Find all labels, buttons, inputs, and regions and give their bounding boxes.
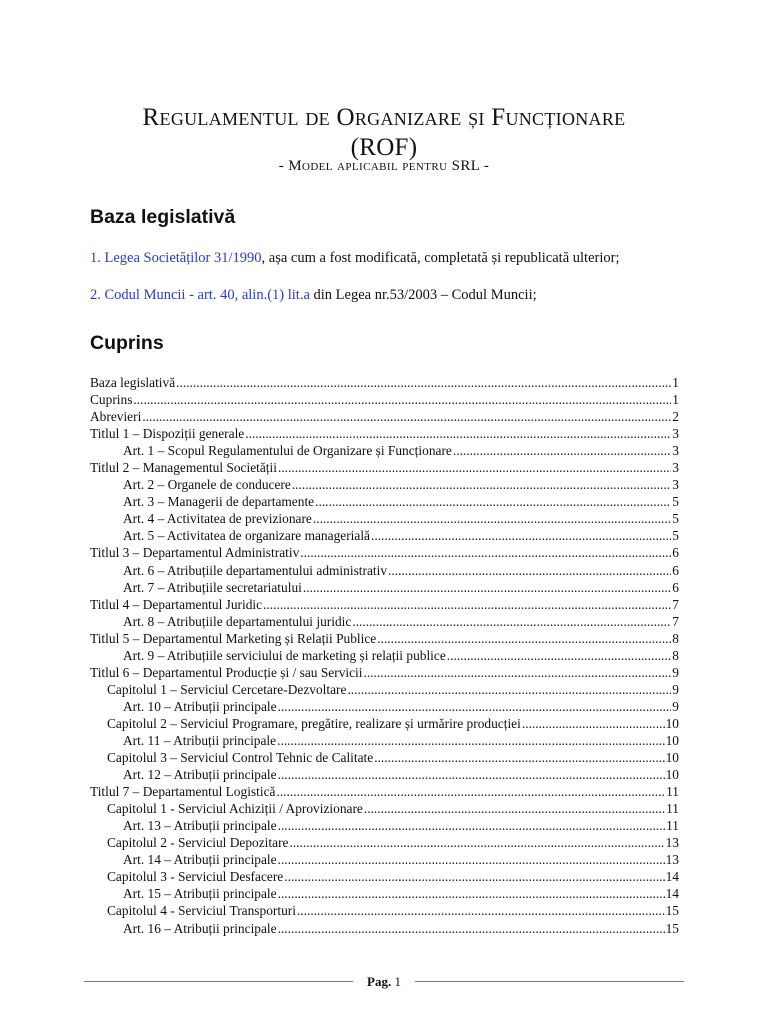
document-title (60, 103, 708, 163)
toc-leader-dots (388, 562, 671, 579)
toc-entry[interactable] (90, 800, 679, 817)
toc-entry[interactable] (90, 613, 679, 630)
legal-basis-item-1 (90, 250, 688, 267)
toc-entry[interactable] (90, 391, 679, 408)
toc-entry-label: Titlul 4 – Departamentul Juridic (90, 596, 263, 612)
toc-leader-dots (176, 374, 671, 391)
toc-leader-dots (522, 715, 665, 732)
toc-entry-label: Art. 12 – Atribuții principale (123, 767, 277, 783)
toc-entry-page: 7 (672, 613, 679, 629)
toc-leader-dots (278, 766, 665, 783)
document-subtitle: - Model aplicabil pentru SRL - (278, 158, 490, 174)
toc-entry[interactable] (90, 834, 679, 851)
toc-entry[interactable] (90, 817, 679, 834)
toc-leader-dots (374, 749, 664, 766)
toc-entry-page: 15 (665, 903, 679, 919)
toc-entry[interactable] (90, 476, 679, 493)
toc-leader-dots (292, 476, 671, 493)
toc-entry-label: Capitolul 3 - Serviciul Desfacere (107, 869, 284, 885)
toc-leader-dots (278, 459, 671, 476)
toc-entry[interactable] (90, 596, 679, 613)
toc-entry-label: Art. 9 – Atribuțiile serviciului de marketing și relații publice (123, 647, 446, 663)
toc-entry-label: Art. 13 – Atribuții principale (123, 818, 277, 834)
toc-entry[interactable] (90, 579, 679, 596)
toc-entry-label: Titlul 7 – Departamentul Logistică (90, 784, 276, 800)
toc-entry-page: 6 (672, 579, 679, 595)
toc-entry-label: Titlul 3 – Departamentul Administrativ (90, 545, 300, 561)
toc-leader-dots (278, 851, 665, 868)
toc-leader-dots (303, 579, 671, 596)
toc-entry[interactable] (90, 749, 679, 766)
toc-entry[interactable] (90, 527, 679, 544)
toc-leader-dots (347, 681, 671, 698)
legal-basis-item-2 (90, 287, 688, 304)
toc-entry-label: Abrevieri (90, 409, 142, 425)
toc-entry[interactable] (90, 902, 679, 919)
toc-entry-page: 10 (665, 732, 679, 748)
legal-basis-item-1-text: , așa cum a fost modificată, completată și republicată ulterior; (261, 250, 620, 266)
toc-entry-label: Art. 5 – Activitatea de organizare managerială (123, 528, 370, 544)
toc-entry-page: 10 (665, 767, 679, 783)
toc-leader-dots (278, 817, 666, 834)
toc-entry[interactable] (90, 920, 679, 937)
toc-entry[interactable] (90, 408, 679, 425)
title-line-2: (ROF) (350, 134, 418, 161)
toc-entry-label: Art. 11 – Atribuții principale (123, 732, 277, 748)
toc-entry-page: 3 (672, 477, 679, 493)
toc-entry-label: Art. 10 – Atribuții principale (123, 698, 277, 714)
toc-entry-page: 8 (672, 647, 679, 663)
toc-entry-page: 2 (672, 409, 679, 425)
toc-entry-page: 3 (672, 426, 679, 442)
toc-leader-dots (284, 868, 664, 885)
toc-leader-dots (133, 391, 671, 408)
toc-leader-dots (297, 902, 665, 919)
legal-basis-item-1-link[interactable]: Legea Societăților 31/1990 (104, 250, 262, 266)
legal-basis-item-2-link[interactable]: Codul Muncii - art. 40, alin.(1) lit.a (104, 287, 310, 303)
toc-entry[interactable] (90, 715, 679, 732)
table-of-contents (90, 374, 679, 937)
toc-entry-label: Baza legislativă (90, 375, 176, 390)
toc-entry-label: Titlul 6 – Departamentul Producție și / sau Servicii (90, 664, 363, 680)
toc-entry[interactable] (90, 851, 679, 868)
toc-entry-label: Art. 14 – Atribuții principale (123, 852, 277, 868)
toc-entry[interactable] (90, 510, 679, 527)
toc-leader-dots (300, 544, 671, 561)
toc-entry-label: Capitolul 4 - Serviciul Transporturi (107, 903, 296, 919)
toc-leader-dots (315, 493, 671, 510)
toc-entry[interactable] (90, 885, 679, 902)
toc-entry-page: 13 (665, 852, 679, 868)
toc-entry-page: 9 (672, 664, 679, 680)
toc-entry-label: Titlul 2 – Managementul Societății (90, 460, 277, 476)
toc-leader-dots (276, 783, 665, 800)
toc-entry-label: Art. 15 – Atribuții principale (123, 886, 277, 902)
toc-entry-page: 10 (665, 750, 679, 766)
toc-leader-dots (142, 408, 671, 425)
toc-leader-dots (289, 834, 664, 851)
toc-entry-page: 6 (672, 545, 679, 561)
legal-basis-item-1-prefix: 1. (90, 250, 105, 266)
toc-entry[interactable] (90, 630, 679, 647)
page-footer (0, 973, 768, 991)
toc-entry[interactable] (90, 493, 679, 510)
toc-leader-dots (371, 527, 671, 544)
toc-entry-page: 5 (672, 511, 679, 527)
toc-entry-page: 7 (672, 596, 679, 612)
toc-leader-dots (245, 425, 671, 442)
legal-basis-item-2-text: din Legea nr.53/2003 – Codul Muncii; (309, 287, 537, 303)
toc-entry[interactable] (90, 732, 679, 749)
toc-entry-page: 11 (666, 818, 679, 834)
toc-leader-dots (313, 510, 671, 527)
toc-entry-page: 5 (672, 494, 679, 510)
toc-entry-label: Art. 2 – Organele de conducere (123, 477, 291, 493)
toc-entry-label: Art. 16 – Atribuții principale (123, 920, 277, 936)
toc-leader-dots (263, 596, 671, 613)
toc-entry-page: 14 (665, 886, 679, 902)
toc-entry-label: Cuprins (90, 392, 133, 408)
toc-entry-label: Titlul 5 – Departamentul Marketing și Relații Publice (90, 630, 377, 646)
toc-entry[interactable] (90, 425, 679, 442)
toc-entry[interactable] (90, 442, 679, 459)
legal-basis-item-2-prefix: 2. (90, 287, 105, 303)
toc-entry-label: Art. 6 – Atribuțiile departamentului administrativ (123, 562, 388, 578)
toc-leader-dots (364, 664, 672, 681)
heading-legal-basis: Baza legislativă (90, 206, 236, 228)
toc-leader-dots (277, 732, 665, 749)
toc-leader-dots (352, 613, 671, 630)
toc-entry[interactable] (90, 783, 679, 800)
toc-entry[interactable] (90, 562, 679, 579)
toc-entry-page: 8 (672, 630, 679, 646)
toc-entry-page: 6 (672, 562, 679, 578)
toc-leader-dots (447, 647, 672, 664)
toc-leader-dots (364, 800, 665, 817)
toc-entry-page: 3 (672, 443, 679, 459)
toc-entry-label: Capitolul 1 - Serviciul Achiziții / Aprovizionare (107, 801, 363, 817)
toc-entry-page: 10 (665, 715, 679, 731)
toc-entry-label: Capitolul 3 – Serviciul Control Tehnic de Calitate (107, 750, 374, 766)
heading-table-of-contents: Cuprins (90, 332, 164, 354)
toc-entry[interactable] (90, 647, 679, 664)
toc-leader-dots (278, 698, 672, 715)
toc-entry[interactable] (90, 544, 679, 561)
toc-entry-page: 15 (665, 920, 679, 936)
toc-entry[interactable] (90, 664, 679, 681)
toc-entry-label: Art. 7 – Atribuțiile secretariatului (123, 579, 302, 595)
toc-entry-page: 14 (665, 869, 679, 885)
toc-entry-label: Art. 8 – Atribuțiile departamentului juridic (123, 613, 352, 629)
toc-leader-dots (377, 630, 671, 647)
footer-page-label: Pag. (367, 974, 392, 989)
toc-leader-dots (278, 885, 665, 902)
toc-entry-page: 1 (672, 375, 679, 390)
title-line-1: Regulamentul de Organizare și Funcționare (142, 104, 626, 131)
toc-leader-dots (453, 442, 671, 459)
toc-entry[interactable] (90, 698, 679, 715)
toc-entry-label: Capitolul 2 – Serviciul Programare, pregătire, realizare și urmărire producției (107, 715, 521, 731)
toc-entry[interactable] (90, 374, 679, 391)
toc-entry-label: Art. 4 – Activitatea de previzionare (123, 511, 312, 527)
toc-entry-page: 1 (672, 392, 679, 408)
toc-entry[interactable] (90, 868, 679, 885)
footer-page-number: 1 (394, 974, 401, 989)
toc-leader-dots (278, 920, 665, 937)
toc-entry[interactable] (90, 681, 679, 698)
toc-entry-label: Art. 3 – Managerii de departamente (123, 494, 315, 510)
toc-entry-page: 11 (666, 784, 679, 800)
toc-entry-label: Capitolul 2 - Serviciul Depozitare (107, 835, 289, 851)
toc-entry[interactable] (90, 459, 679, 476)
toc-entry-page: 9 (672, 698, 679, 714)
toc-entry-page: 13 (665, 835, 679, 851)
toc-entry-label: Art. 1 – Scopul Regulamentului de Organizare și Funcționare (123, 443, 452, 459)
toc-entry-label: Titlul 1 – Dispoziții generale (90, 426, 245, 442)
toc-entry[interactable] (90, 766, 679, 783)
toc-entry-label: Capitolul 1 – Serviciul Cercetare-Dezvoltare (107, 681, 347, 697)
toc-entry-page: 9 (672, 681, 679, 697)
toc-entry-page: 11 (666, 801, 679, 817)
toc-entry-page: 3 (672, 460, 679, 476)
toc-entry-page: 5 (672, 528, 679, 544)
